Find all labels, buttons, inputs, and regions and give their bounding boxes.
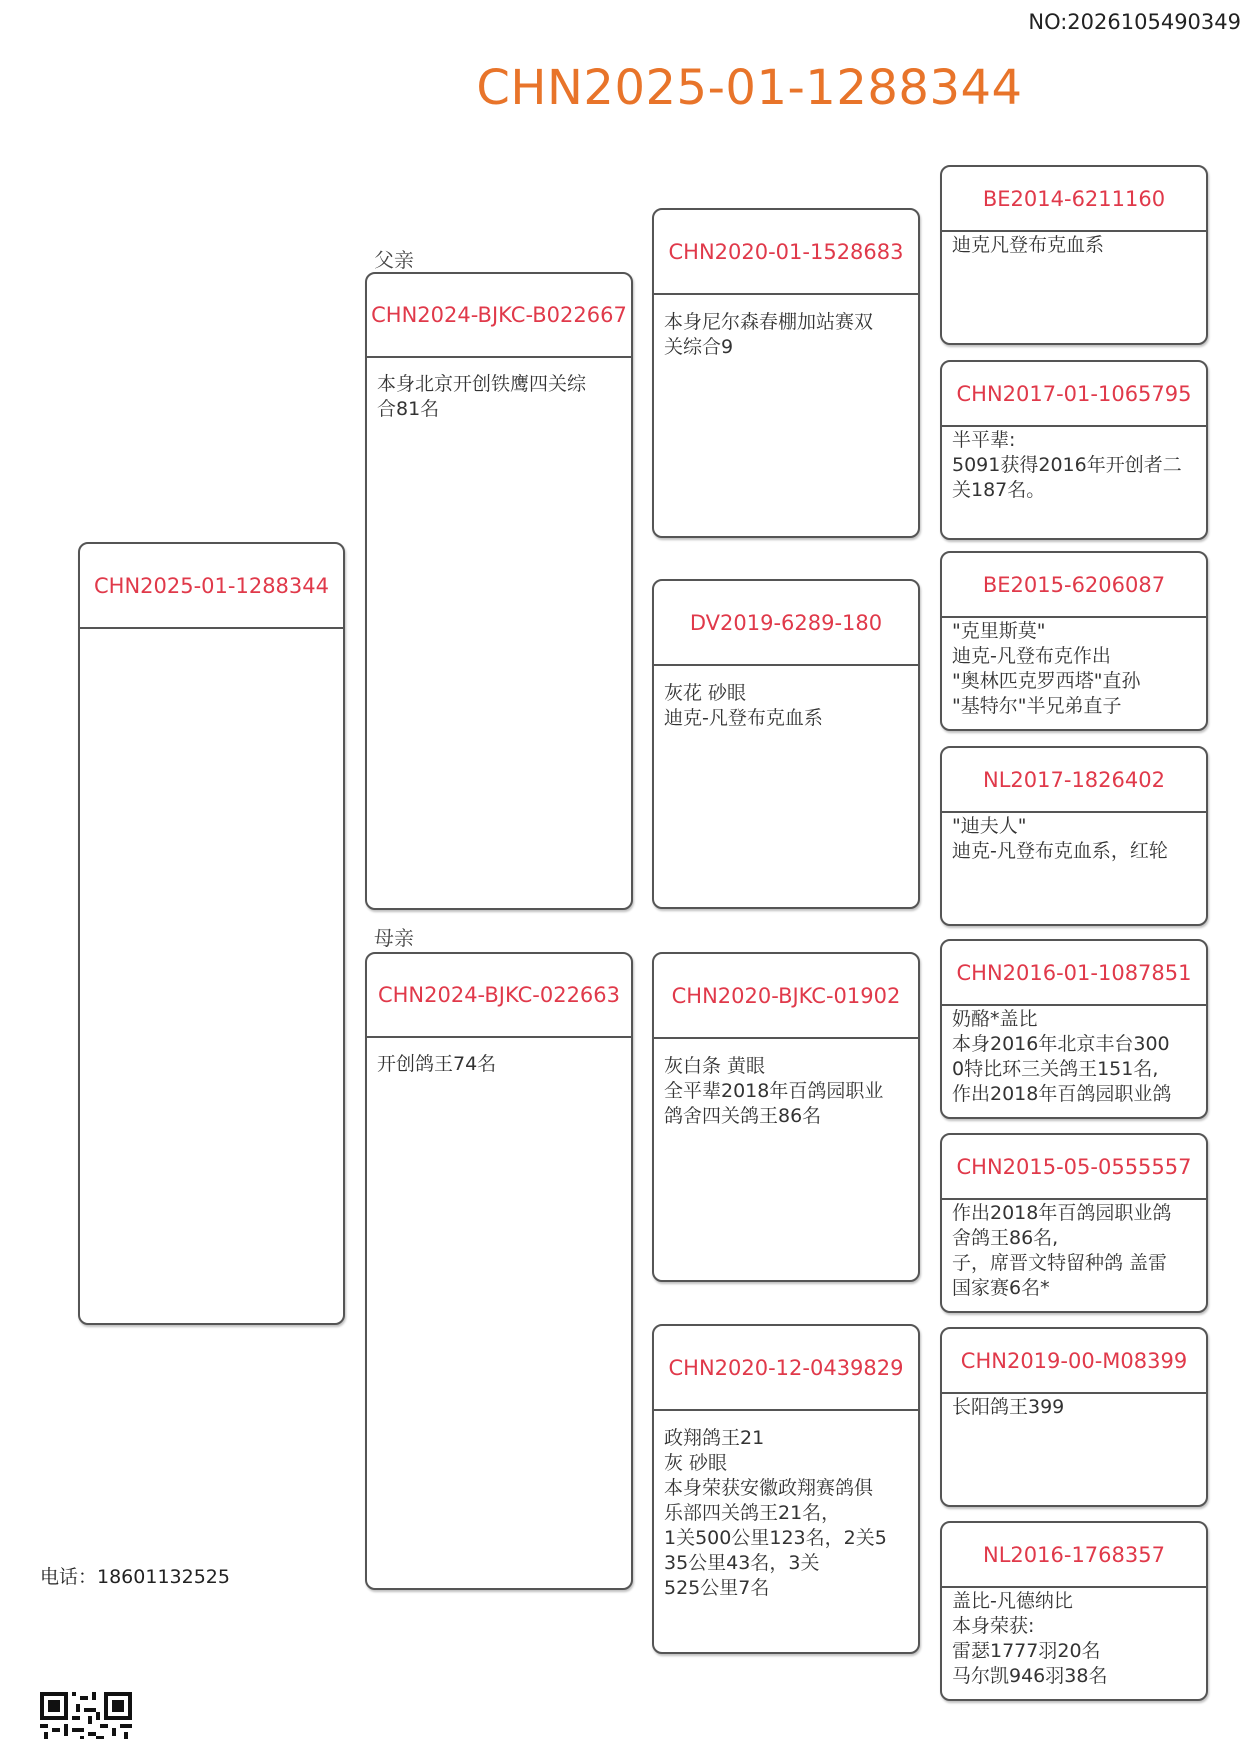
great-grandparent-ring-number: BE2014-6211160 — [942, 167, 1206, 232]
grandparent-ring-number: CHN2020-12-0439829 — [654, 1326, 918, 1411]
qr-code-icon — [40, 1692, 132, 1739]
grandparent-ring-number: DV2019-6289-180 — [654, 581, 918, 666]
father-label: 父亲 — [374, 248, 414, 272]
great-grandparent-info: 半平辈: 5091获得2016年开创者二 关187名。 — [952, 429, 1182, 501]
great-grandparent-info: 迪克凡登布克血系 — [952, 234, 1105, 256]
grandparent-info: 灰花 砂眼 迪克-凡登布克血系 — [664, 682, 823, 729]
great-grandparent-info: "迪夫人" 迪克-凡登布克血系，红轮 — [952, 815, 1168, 862]
grandparent-ring-number: CHN2020-BJKC-01902 — [654, 954, 918, 1039]
pedigree-title: CHN2025-01-1288344 — [476, 60, 1023, 116]
great-grandparent-info: 奶酪*盖比 本身2016年北京丰台300 0特比环三关鸽王151名, 作出2018年百鸽园职业鸽 — [952, 1008, 1172, 1105]
father-card — [365, 272, 633, 910]
grandparent-ring-number: CHN2020-01-1528683 — [654, 210, 918, 295]
father-info: 本身北京开创铁鹰四关综 合81名 — [377, 373, 587, 420]
great-grandparent-card — [940, 360, 1208, 540]
contact-phone: 电话：18601132525 — [40, 1566, 230, 1588]
mother-card — [365, 952, 633, 1590]
great-grandparent-card — [940, 1327, 1208, 1507]
grandparent-info: 灰白条 黄眼 全平辈2018年百鸽园职业 鸽舍四关鸽王86名 — [664, 1055, 884, 1127]
great-grandparent-card — [940, 165, 1208, 345]
grandparent-info: 政翔鸽王21 灰 砂眼 本身荣获安徽政翔赛鸽俱 乐部四关鸽王21名， 1关500公里123名，2关5 35公里43名，3关 525公里7名 — [664, 1427, 887, 1599]
father-ring-number: CHN2024-BJKC-B022667 — [367, 274, 631, 358]
great-grandparent-card — [940, 746, 1208, 926]
grandparent-card — [652, 1324, 920, 1654]
grandparent-card — [652, 952, 920, 1282]
great-grandparent-ring-number: CHN2015-05-0555557 — [942, 1135, 1206, 1200]
great-grandparent-ring-number: NL2017-1826402 — [942, 748, 1206, 813]
great-grandparent-card — [940, 551, 1208, 731]
grandparent-info: 本身尼尔森春棚加站赛双 关综合9 — [664, 311, 874, 358]
mother-ring-number: CHN2024-BJKC-022663 — [367, 954, 631, 1038]
great-grandparent-card — [940, 1521, 1208, 1701]
great-grandparent-ring-number: CHN2017-01-1065795 — [942, 362, 1206, 427]
document-number: NO:2026105490349 — [1028, 10, 1241, 34]
great-grandparent-info: 盖比-凡德纳比 本身荣获: 雷瑟1777羽20名 马尔凯946羽38名 — [952, 1590, 1108, 1687]
great-grandparent-ring-number: NL2016-1768357 — [942, 1523, 1206, 1588]
great-grandparent-ring-number: CHN2019-00-M08399 — [942, 1329, 1206, 1394]
great-grandparent-ring-number: CHN2016-01-1087851 — [942, 941, 1206, 1006]
great-grandparent-card — [940, 1133, 1208, 1313]
grandparent-card — [652, 579, 920, 909]
great-grandparent-info: 作出2018年百鸽园职业鸽 舍鸽王86名, 子，席晋文特留种鸽 盖雷 国家赛6名* — [952, 1202, 1172, 1299]
great-grandparent-ring-number: BE2015-6206087 — [942, 553, 1206, 618]
subject-card — [78, 542, 345, 1325]
mother-label: 母亲 — [374, 926, 414, 950]
subject-ring-number: CHN2025-01-1288344 — [80, 544, 343, 629]
great-grandparent-card — [940, 939, 1208, 1119]
grandparent-card — [652, 208, 920, 538]
great-grandparent-info: 长阳鸽王399 — [952, 1396, 1065, 1418]
qr-code[interactable] — [40, 1692, 132, 1739]
mother-info: 开创鸽王74名 — [377, 1053, 497, 1075]
great-grandparent-info: "克里斯莫" 迪克-凡登布克作出 "奥林匹克罗西塔"直孙 "基特尔"半兄弟直子 — [952, 620, 1141, 717]
